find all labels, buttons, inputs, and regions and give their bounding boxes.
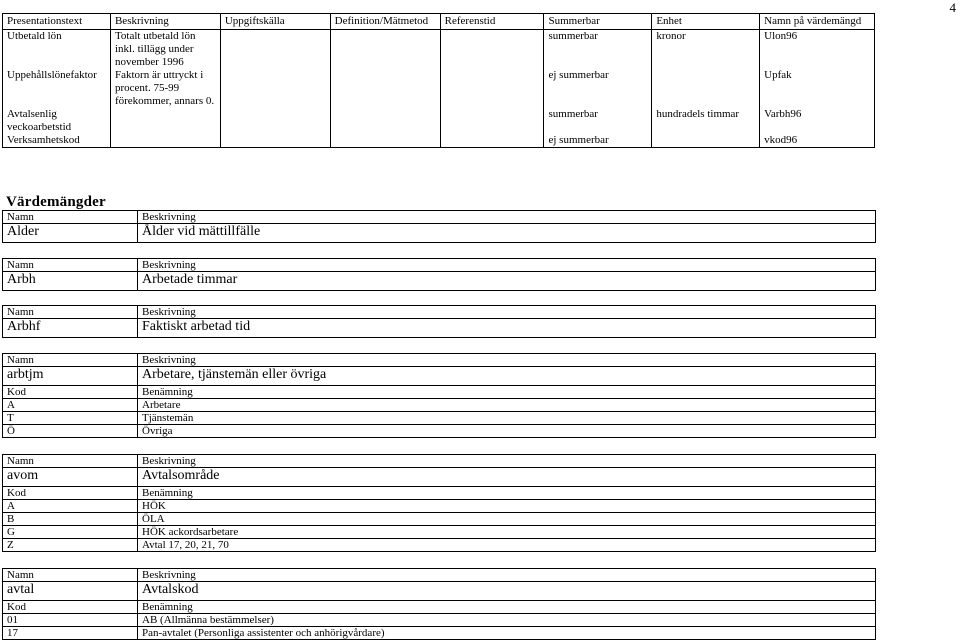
cell-reference [440,108,544,134]
cell-source [220,30,330,70]
cell-definition [330,30,440,70]
code: 01 [3,614,138,627]
label-designation: Benämning [138,487,876,500]
column-header: Referenstid [440,14,544,30]
code-label: Arbetare [138,399,876,412]
label-description: Beskrivning [138,455,876,468]
cell-reference [440,69,544,108]
page-number: 4 [949,0,956,15]
column-header: Uppgiftskälla [220,14,330,30]
cell-definition [330,108,440,134]
value-set-description: Avtalsområde [138,468,876,487]
code: 17 [3,627,138,640]
code-label: Avtal 17, 20, 21, 70 [138,539,876,552]
value-set-name: arbtjm [3,367,138,386]
label-code: Kod [3,601,138,614]
value-set-table [2,568,876,640]
label-description: Beskrivning [138,211,876,224]
code-row [3,539,876,552]
value-set-table [2,454,876,552]
label-code: Kod [3,487,138,500]
code: B [3,513,138,526]
label-name: Namn [3,455,138,468]
table-row [3,134,875,148]
cell-description: Faktorn är uttryckt i procent. 75-99 förekommer, annars 0. [110,69,220,108]
code-row [3,425,876,438]
cell-unit [652,134,760,148]
cell-source [220,134,330,148]
code-row [3,526,876,539]
value-set-name: avtal [3,582,138,601]
column-header: Summerbar [544,14,652,30]
column-header: Definition/Mätmetod [330,14,440,30]
code-label: Pan-avtalet (Personliga assistenter och anhörigvårdare) [138,627,876,640]
value-set-description: Arbetare, tjänstemän eller övriga [138,367,876,386]
cell-summable: summerbar [544,30,652,70]
value-set-table [2,258,876,291]
label-name: Namn [3,259,138,272]
label-designation: Benämning [138,601,876,614]
cell-value-set: Varbh96 [760,108,875,134]
cell-value-set: Ulon96 [760,30,875,70]
label-name: Namn [3,354,138,367]
value-set-table [2,305,876,338]
label-description: Beskrivning [138,569,876,582]
cell-unit [652,69,760,108]
label-description: Beskrivning [138,354,876,367]
cell-presentation: Avtalsenlig veckoarbetstid [3,108,111,134]
cell-presentation: Utbetald lön [3,30,111,70]
column-header: Namn på värdemängd [760,14,875,30]
code-label: HÖK [138,500,876,513]
cell-reference [440,134,544,148]
value-set-name: avom [3,468,138,487]
cell-unit: hundradels timmar [652,108,760,134]
table-row [3,108,875,134]
code: Z [3,539,138,552]
value-set-description: Faktiskt arbetad tid [138,319,876,338]
value-set-description: Avtalskod [138,582,876,601]
code-label: HÖK ackordsarbetare [138,526,876,539]
cell-description: Totalt utbetald lön inkl. tillägg under november 1996 [110,30,220,70]
code-row [3,627,876,640]
label-name: Namn [3,306,138,319]
cell-presentation: Verksamhetskod [3,134,111,148]
label-description: Beskrivning [138,259,876,272]
cell-value-set: Upfak [760,69,875,108]
section-title: Värdemängder [6,194,106,210]
label-code: Kod [3,386,138,399]
label-designation: Benämning [138,386,876,399]
code: A [3,500,138,513]
table-header-row [3,14,875,30]
cell-summable: ej summerbar [544,69,652,108]
code-row [3,399,876,412]
value-set-description: Ålder vid mättillfälle [138,224,876,243]
code: G [3,526,138,539]
code-label: ÖLA [138,513,876,526]
table-row [3,69,875,108]
label-description: Beskrivning [138,306,876,319]
table-row [3,30,875,70]
code-label: AB (Allmänna bestämmelser) [138,614,876,627]
code-label: Tjänstemän [138,412,876,425]
code-row [3,614,876,627]
value-set-table [2,353,876,438]
variable-table [2,13,875,148]
label-name: Namn [3,569,138,582]
code-row [3,513,876,526]
value-set-name: Arbh [3,272,138,291]
label-name: Namn [3,211,138,224]
cell-definition [330,69,440,108]
cell-summable: summerbar [544,108,652,134]
cell-source [220,69,330,108]
column-header: Presentationstext [3,14,111,30]
cell-presentation: Uppehållslönefaktor [3,69,111,108]
column-header: Beskrivning [110,14,220,30]
cell-description [110,134,220,148]
cell-value-set: vkod96 [760,134,875,148]
value-set-description: Arbetade timmar [138,272,876,291]
code: A [3,399,138,412]
cell-source [220,108,330,134]
value-set-name: Alder [3,224,138,243]
cell-reference [440,30,544,70]
cell-summable: ej summerbar [544,134,652,148]
cell-description [110,108,220,134]
code-row [3,500,876,513]
code-row [3,412,876,425]
cell-unit: kronor [652,30,760,70]
code: T [3,412,138,425]
code-label: Övriga [138,425,876,438]
code: Ö [3,425,138,438]
value-set-table [2,210,876,243]
value-set-name: Arbhf [3,319,138,338]
column-header: Enhet [652,14,760,30]
cell-definition [330,134,440,148]
